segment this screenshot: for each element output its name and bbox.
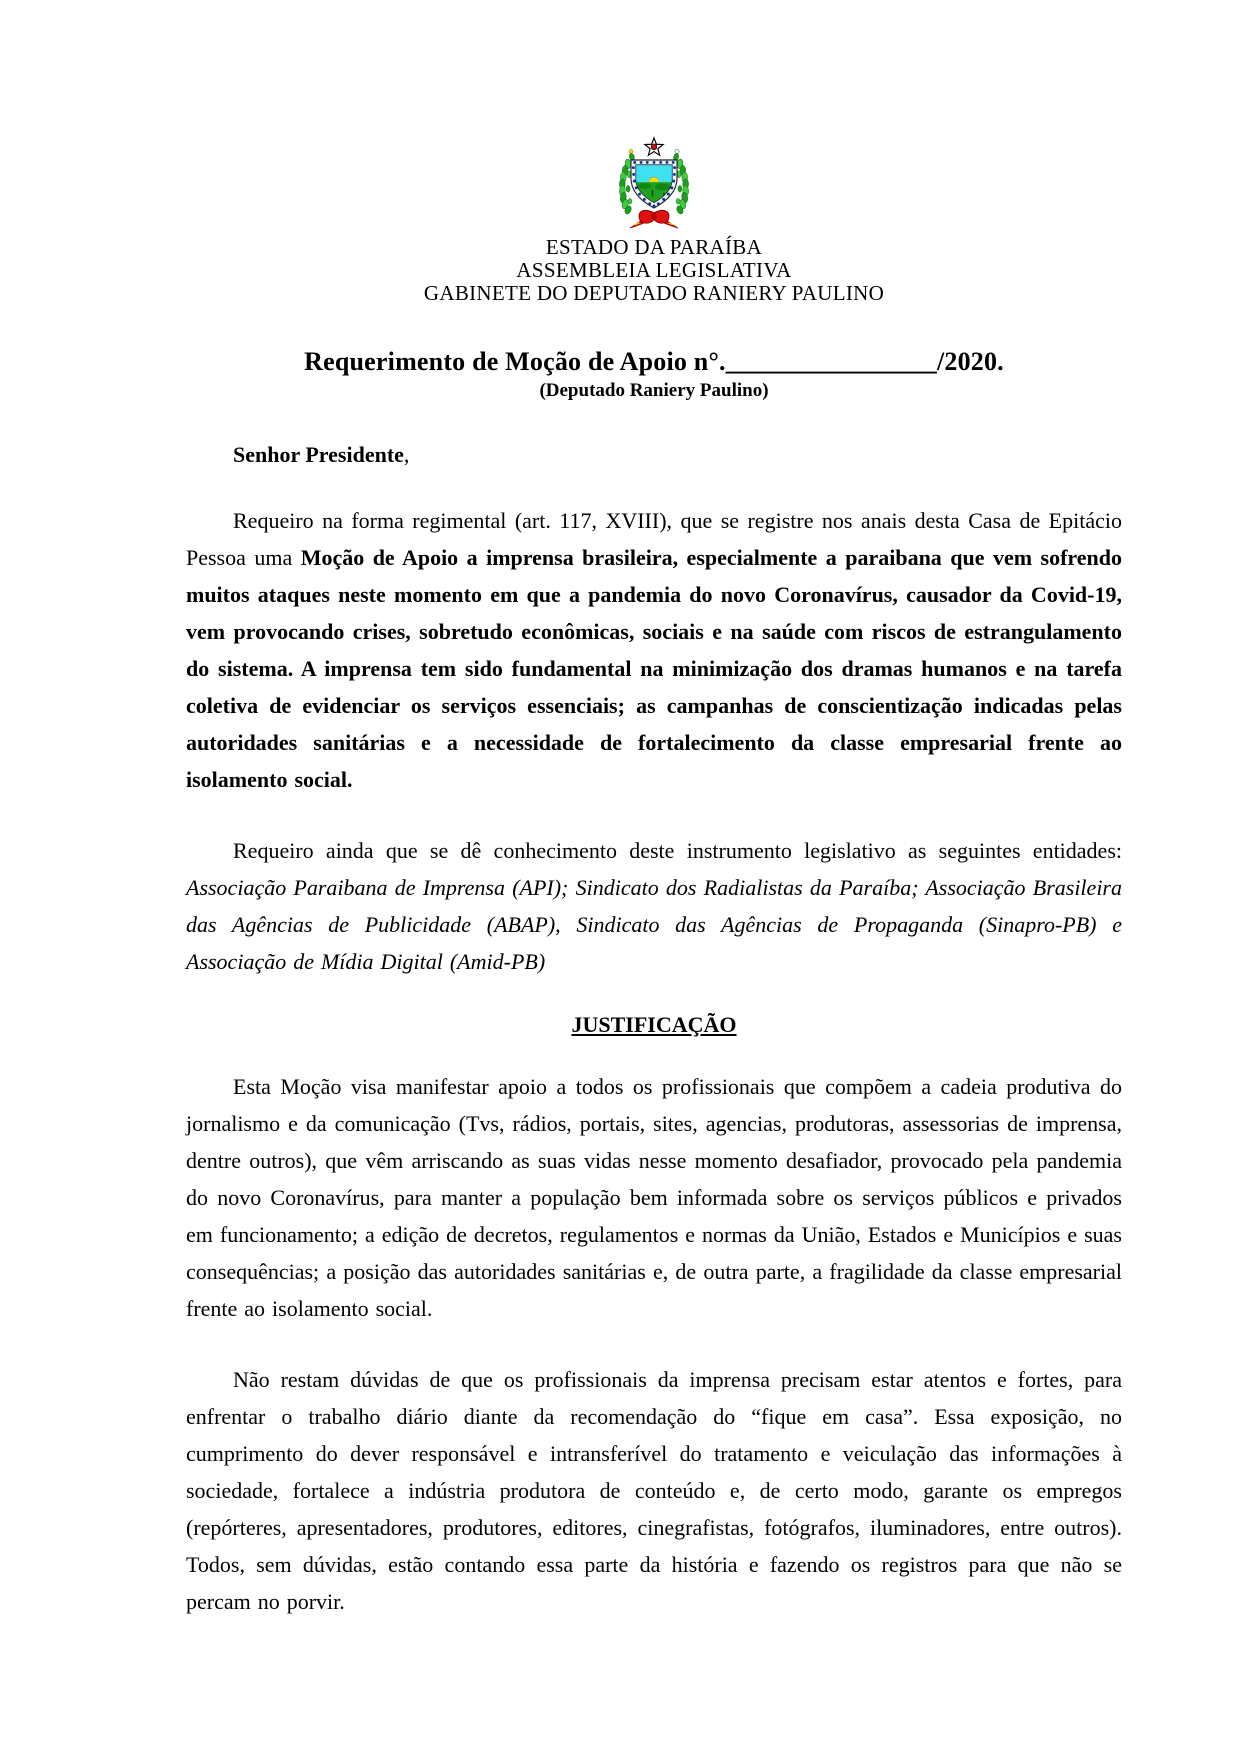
org-name-assembly: ASSEMBLEIA LEGISLATIVA [516,258,792,282]
salutation-text: Senhor Presidente [233,442,404,467]
document-content [186,0,1122,1620]
paraiba-coat-of-arms-icon [594,136,714,232]
paragraph-request-motion [186,502,1122,798]
justification-heading [186,1012,1122,1038]
paragraph-notify-entities [186,832,1122,980]
salutation [186,442,1122,468]
org-name-office: GABINETE DO DEPUTADO RANIERY PAULINO [423,281,885,305]
paragraph-entities-normal-text: Requeiro ainda que se dê conhecimento deste instrumento legislativo as seguintes entidades: [233,838,1122,863]
paragraph-request-normal-text: Requeiro na forma regimental (art. 117, XVIII), que se registre nos anais desta Casa de Epitácio Pessoa uma [186,508,1122,570]
document-title: Requerimento de Moção de Apoio n°.________________/2020. [304,347,1004,376]
paragraph-entities-italic-text: Associação Paraibana de Imprensa (API); Sindicato dos Radialistas da Paraíba; Associação Brasileira das Agências de Publicidade (ABAP), Sindicato das Agências de Propaganda (Sinapro-PB) e Associação de Mídia Digital (Amid-PB) [186,875,1122,974]
paragraph-justification-1: Esta Moção visa manifestar apoio a todos os profissionais que compõem a cadeia produtiva do jornalismo e da comunicação (Tvs, rádios, portais, sites, agencias, produtoras, assessorias de imprensa, dentre outros), que vêm arriscando as suas vidas nesse momento desafiador, provocado pela pandemia do novo Coronavírus, para manter a população bem informada sobre os serviços públicos e privados em funcionamento; a edição de decretos, regulamentos e normas da União, Estados e Municípios e suas consequências; a posição das autoridades sanitárias e, de outra parte, a fragilidade da classe empresarial frente ao isolamento social. [186,1074,1122,1321]
letterhead [186,0,1122,305]
salutation-comma: , [403,442,410,467]
org-name-state: ESTADO DA PARAÍBA [545,235,763,259]
document-subtitle: (Deputado Raniery Paulino) [539,380,769,401]
paragraph-request-bold-text: Moção de Apoio a imprensa brasileira, especialmente a paraibana que vem sofrendo muitos ataques neste momento em que a pandemia do novo Coronavírus, causador da Covid-19, vem provocando crises, sobretudo econômicas, sociais e na saúde com riscos de estrangulamento do sistema. A imprensa tem sido fundamental na minimização dos dramas humanos e na tarefa coletiva de evidenciar os serviços essenciais; as campanhas de conscientização indicadas pelas autoridades sanitárias e a necessidade de fortalecimento da classe empresarial frente ao isolamento social. [186,545,1123,792]
justification-heading-text: JUSTIFICAÇÃO [571,1012,737,1037]
paragraph-justification-2: Não restam dúvidas de que os profissionais da imprensa precisam estar atentos e fortes, para enfrentar o trabalho diário diante da recomendação do “fique em casa”. Essa exposição, no cumprimento do dever responsável e intransferível do tratamento e veiculação das informações à sociedade, fortalece a indústria produtora de conteúdo e, de certo modo, garante os empregos (repórteres, apresentadores, produtores, editores, cinegrafistas, fotógrafos, iluminadores, entre outros). Todos, sem dúvidas, estão contando essa parte da história e fazendo os registros para que não se percam no porvir. [186,1367,1122,1614]
